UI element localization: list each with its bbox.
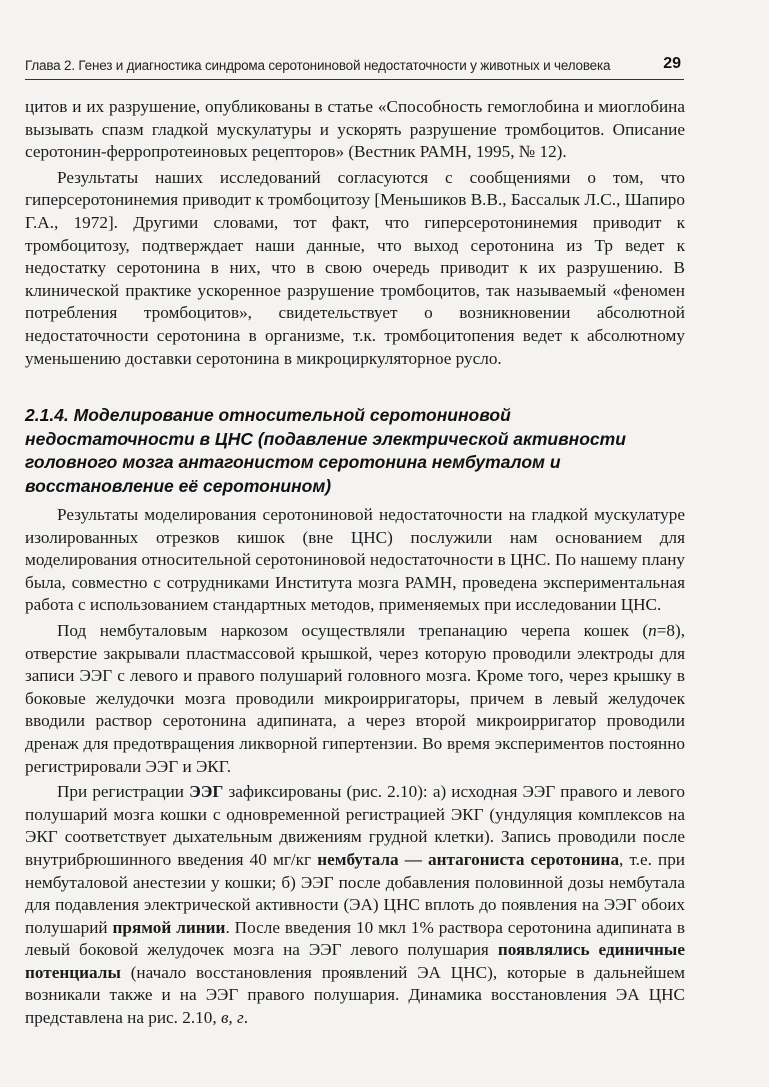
header-rule (25, 79, 684, 80)
page-number: 29 (663, 55, 681, 72)
eeg-text-e: (начало восстановления проявлений ЭА ЦНС), которые в дальнейшем возникали также и на ЭЭГ правого полушария. Динамика восстановления ЭА ЦНС представлена на рис. 2.10, (25, 962, 685, 1028)
section-heading: 2.1.4. Моделирование относительной серотониновой недостаточности в ЦНС (подавление электрической активности головного мозга антагонистом серотонина нембуталом и восстановление её серотонином) (25, 405, 626, 496)
paragraph-method (25, 620, 685, 778)
top-text-block (25, 96, 685, 370)
method-text-b: =8), отверстие закрывали пластмассовой крышкой, через которую проводили электроды для записи ЭЭГ с левого и правого полушарий головного мозга. Кроме того, через крышку в боковые желудочки мозга проводили микроирригаторы, причем в левый желудочек вводили раствор серотонина адипината, а через второй микроирригатор проводили дренаж для предотвращения ликворной гипертензии. Во время экспериментов постоянно регистрировали ЭЭГ и ЭКГ. (25, 620, 685, 776)
eeg-text-b: зафиксированы (рис. 2.10): а) исходная ЭЭГ правого и левого полушарий мозга кошки с одновременной регистрацией ЭКГ (ундуляция комплексов на ЭКГ соответствует дыхательным движениям грудной клетки). Запись проводили после внутрибрюшинного введения 40 мг/кг (25, 782, 685, 869)
eeg-text-c: , т.е. при нембуталовой анестезии у кошки; б) ЭЭГ после добавления половинной дозы нембутала для подавления электрической активности (ЭА) ЦНС вплоть до появления на ЭЭГ обоих полушарий (25, 849, 686, 937)
paragraph-eeg (25, 781, 685, 1030)
potentials-bold-term: появлялись единичные потенциалы (25, 940, 685, 982)
method-text-a: Под нембуталовым наркозом осуществляли трепанацию черепа кошек ( (57, 620, 649, 640)
straight-line-bold-term: прямой линии (112, 917, 226, 937)
eeg-bold-term: ЭЭГ (189, 782, 224, 802)
paragraph-modeling: Результаты моделирования серотониновой недостаточности на гладкой мускулатуре изолированных отрезков кишок (вне ЦНС) послужили нам основанием для моделирования относительной серотониновой недостаточности в ЦНС. По нашему плану была, совместно с сотрудниками Института мозга РАМН, проведена экспериментальная работа с использованием стандартных методов, применяемых при исследовании ЦНС. (25, 505, 685, 615)
eeg-text-a: При регистрации (57, 782, 190, 802)
figure-panel-ref: в, г (220, 1008, 244, 1028)
nembutal-bold-term: нембутала — антагониста серотонина (317, 849, 620, 869)
paragraph-results: Результаты наших исследований согласуются с сообщениями о том, что гиперсеротонинемия приводит к тромбоцитозу [Меньшиков В.В., Бассалык Л.С., Шапиро Г.А., 1972]. Другими словами, тот факт, что гиперсеротонинемия приводит к тромбоцитозу, подтверждает наши данные, что выход серотонина из Тр ведет к недостатку серотонина в них, что в свою очередь приводит к их разрушению. В клинической практике ускоренное разрушение тромбоцитов, так называемый «феномен потребления тромбоцитов», свидетельствует о возникновении абсолютной недостаточности серотонина в организме, т.к. тромбоцитопения ведет к абсолютному уменьшению доставки серотонина в микроциркуляторное русло. (25, 167, 685, 368)
running-head: Глава 2. Генез и диагностика синдрома серотониновой недостаточности у животных и человека (25, 58, 611, 73)
sample-size-symbol: n (648, 620, 657, 640)
eeg-text-f: . (243, 1008, 249, 1028)
eeg-text-d: . После введения 10 мкл 1% раствора серотонина адипината в левый боковой желудочек мозга на ЭЭГ левого полушария (25, 917, 685, 960)
paragraph-continuation: цитов и их разрушение, опубликованы в статье «Способность гемоглобина и миоглобина вызывать спазм гладкой мускулатуры и ускорять разрушение тромбоцитов. Описание серотонин-ферропротеиновых рецепторов» (Вестник РАМН, 1995, № 12). (25, 97, 685, 162)
main-text-block (25, 504, 685, 1030)
